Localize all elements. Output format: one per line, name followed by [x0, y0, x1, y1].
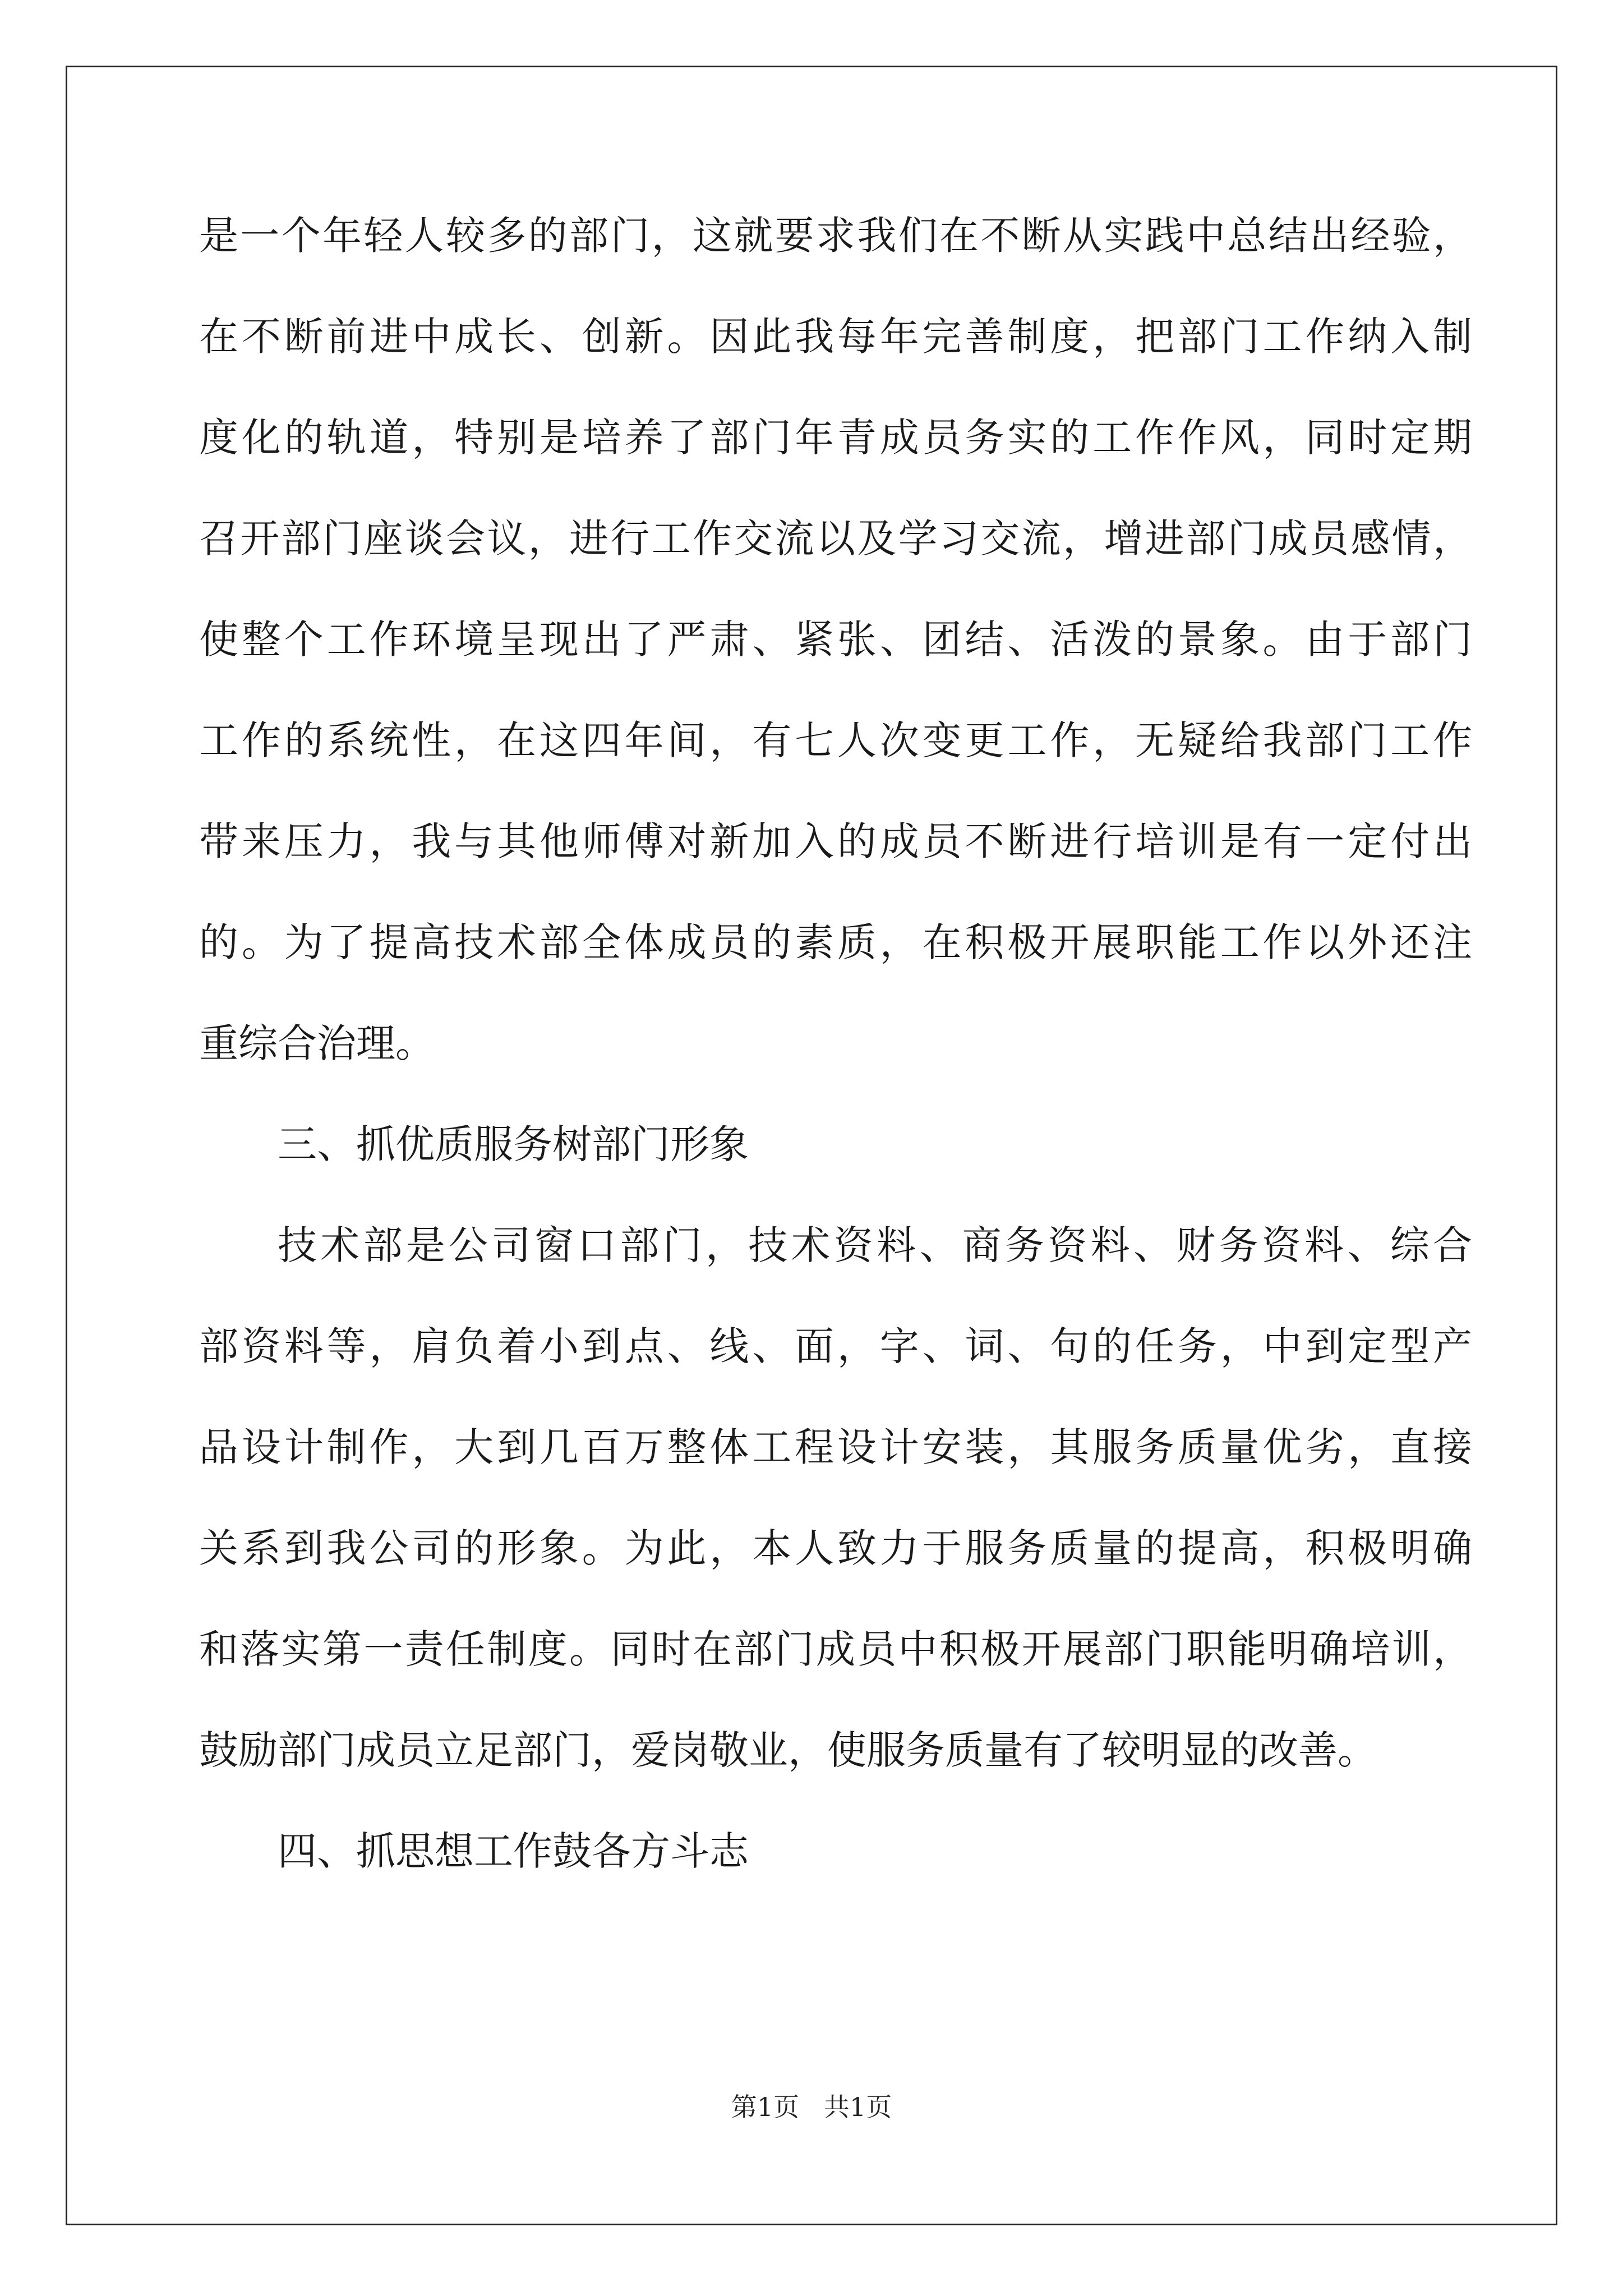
paragraph-line: 重综合治理。 [199, 1020, 435, 1066]
paragraph-line: 使整个工作环境呈现出了严肃、紧张、团结、活泼的景象。由于部门 [199, 616, 1472, 662]
page-footer: 第1页 共1页 [731, 2092, 892, 2122]
paragraph-line: 工作的系统性，在这四年间，有七人次变更工作，无疑给我部门工作 [199, 717, 1472, 763]
paragraph-line: 的。为了提高技术部全体成员的素质，在积极开展职能工作以外还注 [199, 919, 1472, 965]
paragraph-line: 关系到我公司的形象。为此，本人致力于服务质量的提高，积极明确 [199, 1525, 1472, 1571]
paragraph-line: 部资料等，肩负着小到点、线、面，字、词、句的任务，中到定型产 [199, 1323, 1472, 1369]
section-heading: 四、抓思想工作鼓各方斗志 [278, 1828, 749, 1874]
paragraph-line: 技术部是公司窗口部门，技术资料、商务资料、财务资料、综合 [278, 1222, 1472, 1268]
paragraph-line: 带来压力，我与其他师傅对新加入的成员不断进行培训是有一定付出 [199, 818, 1472, 864]
paragraph-line: 是一个年轻人较多的部门，这就要求我们在不断从实践中总结出经验， [199, 213, 1472, 259]
paragraph-line: 在不断前进中成长、创新。因此我每年完善制度，把部门工作纳入制 [199, 314, 1472, 360]
paragraph-line: 鼓励部门成员立足部门，爱岗敬业，使服务质量有了较明显的改善。 [199, 1727, 1377, 1773]
paragraph-line: 召开部门座谈会议，进行工作交流以及学习交流，增进部门成员感情， [199, 516, 1472, 562]
paragraph-line: 和落实第一责任制度。同时在部门成员中积极开展部门职能明确培训， [199, 1626, 1472, 1672]
paragraph-line: 度化的轨道，特别是培养了部门年青成员务实的工作作风，同时定期 [199, 415, 1472, 461]
paragraph-line: 品设计制作，大到几百万整体工程设计安装，其服务质量优劣，直接 [199, 1424, 1472, 1470]
document-body [199, 185, 1472, 1902]
section-heading: 三、抓优质服务树部门形象 [278, 1121, 749, 1167]
